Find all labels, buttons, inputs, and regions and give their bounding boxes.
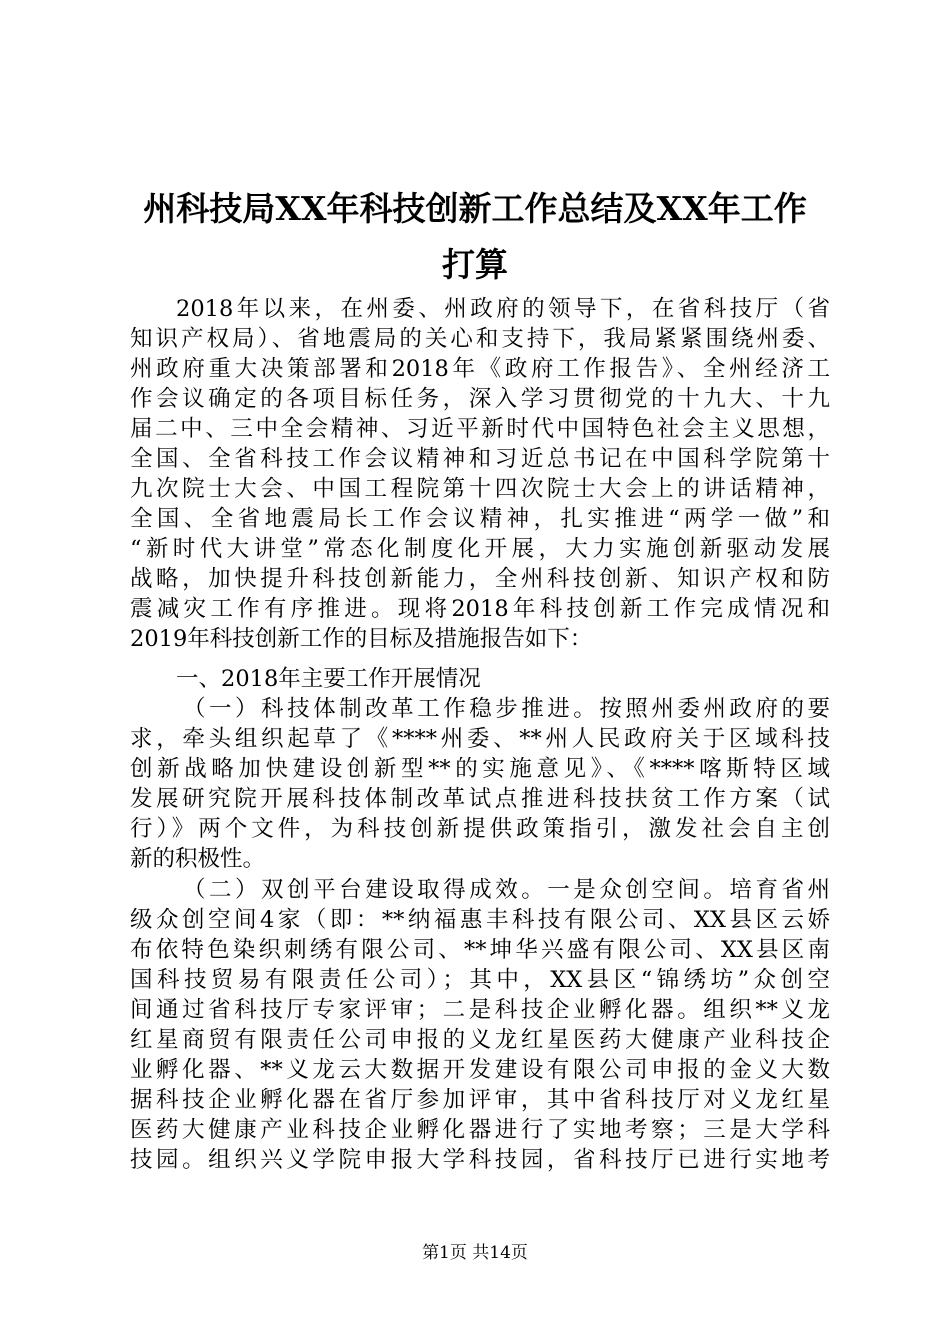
body-line: 业孵化器、**义龙云大数据开发建设有限公司申报的金义大数 bbox=[130, 1057, 830, 1083]
document-title-line-1: 州科技局XX年科技创新工作总结及XX年工作 bbox=[143, 189, 807, 228]
body-line: 行）》两个文件，为科技创新提供政策指引，激发社会自主创 bbox=[130, 816, 830, 842]
body-line: 布依特色染织刺绣有限公司、**坤华兴盛有限公司、XX县区南 bbox=[130, 937, 830, 963]
body-line: 作会议确定的各项目标任务，深入学习贯彻党的十九大、十九 bbox=[130, 386, 830, 412]
body-line: 红星商贸有限责任公司申报的义龙红星医药大健康产业科技企 bbox=[130, 1027, 830, 1053]
body-line: 技园。组织兴义学院申报大学科技园，省科技厅已进行实地考 bbox=[130, 1147, 830, 1173]
section-heading: 一、2018年主要工作开展情况 bbox=[176, 666, 481, 692]
body-line: 发展研究院开展科技体制改革试点推进科技扶贫工作方案（试 bbox=[130, 786, 830, 812]
body-line: 战略，加快提升科技创新能力，全州科技创新、知识产权和防 bbox=[130, 566, 830, 592]
page-number-footer: 第1页 共14页 bbox=[422, 1243, 528, 1263]
body-line: （一）科技体制改革工作稳步推进。按照州委州政府的要 bbox=[183, 696, 830, 722]
body-line: 国科技贸易有限责任公司）；其中，XX县区“锦绣坊”众创空 bbox=[130, 967, 830, 993]
body-line: 全国、全省科技工作会议精神和习近总书记在中国科学院第十 bbox=[130, 446, 830, 472]
document-title-line-2: 打算 bbox=[442, 245, 508, 284]
body-line: 新的积极性。 bbox=[130, 846, 266, 872]
body-line: “新时代大讲堂”常态化制度化开展，大力实施创新驱动发展 bbox=[130, 536, 830, 562]
body-line: （二）双创平台建设取得成效。一是众创空间。培育省州 bbox=[183, 877, 830, 903]
body-line: 2018年以来，在州委、州政府的领导下，在省科技厅（省 bbox=[176, 296, 830, 322]
body-line: 医药大健康产业科技企业孵化器进行了实地考察；三是大学科 bbox=[130, 1117, 830, 1143]
body-line: 州政府重大决策部署和2018年《政府工作报告》、全州经济工 bbox=[130, 356, 830, 382]
body-line: 2019年科技创新工作的目标及措施报告如下： bbox=[130, 626, 593, 652]
body-line: 全国、全省地震局长工作会议精神，扎实推进“两学一做”和 bbox=[130, 506, 830, 532]
body-line: 求，牵头组织起草了《****州委、**州人民政府关于区域科技 bbox=[130, 726, 830, 752]
body-line: 据科技企业孵化器在省厅参加评审，其中省科技厅对义龙红星 bbox=[130, 1087, 830, 1113]
body-line: 级众创空间4家（即：**纳福惠丰科技有限公司、XX县区云娇 bbox=[130, 907, 830, 933]
body-line: 间通过省科技厅专家评审；二是科技企业孵化器。组织**义龙 bbox=[130, 997, 830, 1023]
body-line: 震减灾工作有序推进。现将2018年科技创新工作完成情况和 bbox=[130, 596, 830, 622]
body-line: 九次院士大会、中国工程院第十四次院士大会上的讲话精神， bbox=[130, 476, 830, 502]
body-line: 创新战略加快建设创新型**的实施意见》、《****喀斯特区域 bbox=[130, 756, 830, 782]
body-line: 知识产权局）、省地震局的关心和支持下，我局紧紧围绕州委、 bbox=[130, 326, 830, 352]
body-line: 届二中、三中全会精神、习近平新时代中国特色社会主义思想， bbox=[130, 416, 830, 442]
